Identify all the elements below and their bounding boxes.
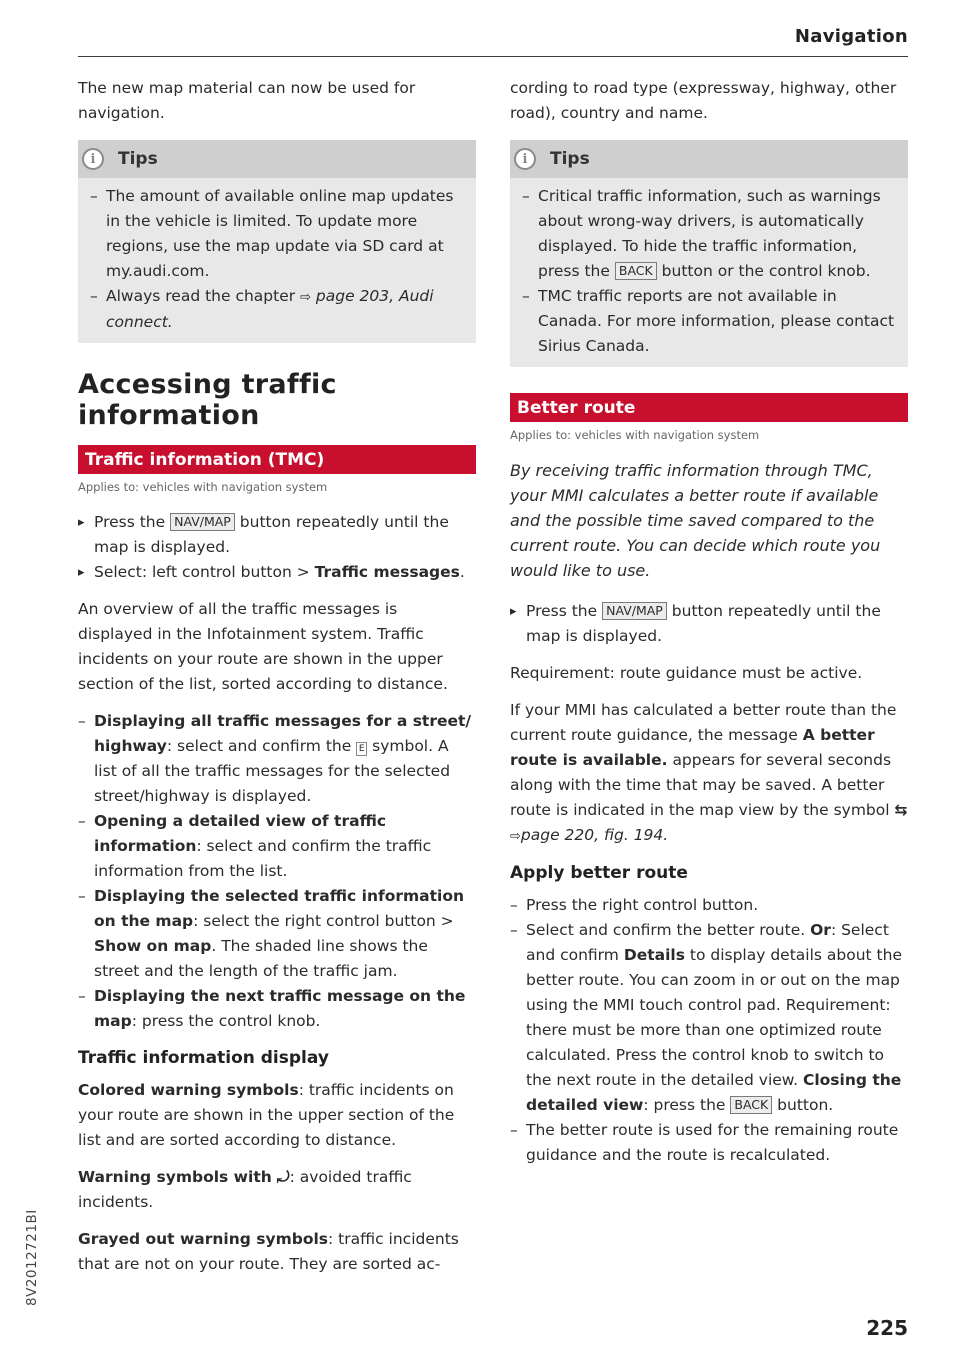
instruction-step: ▸ Select: left control button > Traffic messages. <box>78 560 476 585</box>
instruction-step: ▸ Press the NAV/MAP button repeatedly until the map is displayed. <box>510 599 908 649</box>
reference-arrow-icon: ⇨ <box>510 829 521 844</box>
list-item: – Press the right control button. <box>510 893 908 918</box>
header-divider <box>78 56 908 57</box>
back-key: BACK <box>730 1096 772 1114</box>
list-item: – Displaying all traffic messages for a street/ highway: select and confirm the E symbol. A list of all the traffic messages for the selected street/highway is displayed. <box>78 709 476 809</box>
section-bar: Better route <box>510 393 908 422</box>
applies-to-note: Applies to: vehicles with navigation system <box>78 480 328 494</box>
tips-box <box>78 140 476 343</box>
requirement-paragraph: Requirement: route guidance must be active. <box>510 664 863 682</box>
intro-paragraph: The new map material can now be used for navigation. <box>78 79 416 122</box>
list-item: – Displaying the selected traffic information on the map: select the right control button > Show on map. The shaded line shows the street and the length of the traffic jam. <box>78 884 476 984</box>
page-number: 225 <box>866 1316 908 1340</box>
section-heading: Accessing traffic information <box>78 369 337 431</box>
tips-body <box>510 178 908 367</box>
back-key: BACK <box>615 262 657 280</box>
reference-arrow-icon: ⇨ <box>300 290 311 305</box>
instruction-step: ▸ Press the NAV/MAP button repeatedly until the map is displayed. <box>78 510 476 560</box>
info-icon: i <box>514 148 536 170</box>
page-reference-link[interactable]: page 220, fig. 194. <box>520 826 669 844</box>
display-paragraph: Colored warning symbols: traffic incidents on your route are shown in the upper section of the list and are sorted according to distance. <box>78 1081 455 1149</box>
display-paragraph: Warning symbols with ⤾: avoided traffic incidents. <box>78 1168 412 1211</box>
tips-title: Tips <box>118 149 158 169</box>
sub-heading: Traffic information display <box>78 1048 329 1068</box>
tips-header <box>78 140 476 178</box>
tips-body <box>78 178 476 343</box>
nav-map-key: NAV/MAP <box>170 513 235 531</box>
section-bar: Traffic information (TMC) <box>78 445 476 474</box>
right-column <box>510 76 908 1168</box>
avoided-icon: ⤾ <box>276 1168 290 1186</box>
list-item: – Select and confirm the better route. Or: Select and confirm Details to display details about the better route. You can zoom in or out on the map using the MMI touch control pad. Requirement: there must be more than one optimized route calculated. Press the control knob to switch to the next route in the detailed view. Closing the detailed view: press the BACK button. <box>510 918 908 1118</box>
list-symbol-icon: E <box>356 742 367 756</box>
document-code: 8V2012721BI <box>24 1209 40 1306</box>
overview-paragraph: An overview of all the traffic messages is displayed in the Infotainment system. Traffic incidents on your route are shown in the upper section of the list, sorted according to distance. <box>78 600 448 693</box>
chapter-title: Navigation <box>794 26 908 47</box>
better-route-icon: ⇆ <box>894 801 908 819</box>
tips-header <box>510 140 908 178</box>
nav-map-key: NAV/MAP <box>602 602 667 620</box>
tip-item: – TMC traffic reports are not available in Canada. For more information, please contact Sirius Canada. <box>522 284 898 359</box>
tip-item: – Critical traffic information, such as warnings about wrong-way drivers, is automatically displayed. To hide the traffic information, press the BACK button or the control knob. <box>522 184 898 284</box>
display-paragraph: Grayed out warning symbols: traffic incidents that are not on your route. They are sorted ac- <box>78 1230 459 1273</box>
applies-to-note: Applies to: vehicles with navigation system <box>510 428 760 442</box>
better-route-paragraph: If your MMI has calculated a better route than the current route guidance, the message A better route is available. appears for several seconds along with the time that may be saved. A better route is indicated in the map view by the symbol ⇆ ⇨page 220, fig. 194. <box>510 701 908 844</box>
page-reference-link[interactable]: page 203, Audi connect. <box>106 287 434 331</box>
sub-heading: Apply better route <box>510 863 688 883</box>
info-icon: i <box>82 148 104 170</box>
left-column <box>78 76 476 1289</box>
tips-box <box>510 140 908 367</box>
section-intro: By receiving traffic information through TMC, your MMI calculates a better route if available and the possible time saved compared to the current route. You can decide which route you would like to use. <box>510 461 881 580</box>
tip-item: – Always read the chapter ⇨ page 203, Audi connect. <box>90 284 466 335</box>
list-item: – The better route is used for the remaining route guidance and the route is recalculated. <box>510 1118 908 1168</box>
list-item: – Opening a detailed view of traffic information: select and confirm the traffic information from the list. <box>78 809 476 884</box>
list-item: – Displaying the next traffic message on the map: press the control knob. <box>78 984 476 1034</box>
tips-title: Tips <box>550 149 590 169</box>
tip-item: – The amount of available online map updates in the vehicle is limited. To update more regions, use the map update via SD card at my.audi.com. <box>90 184 466 284</box>
continued-paragraph: cording to road type (expressway, highway, other road), country and name. <box>510 79 897 122</box>
